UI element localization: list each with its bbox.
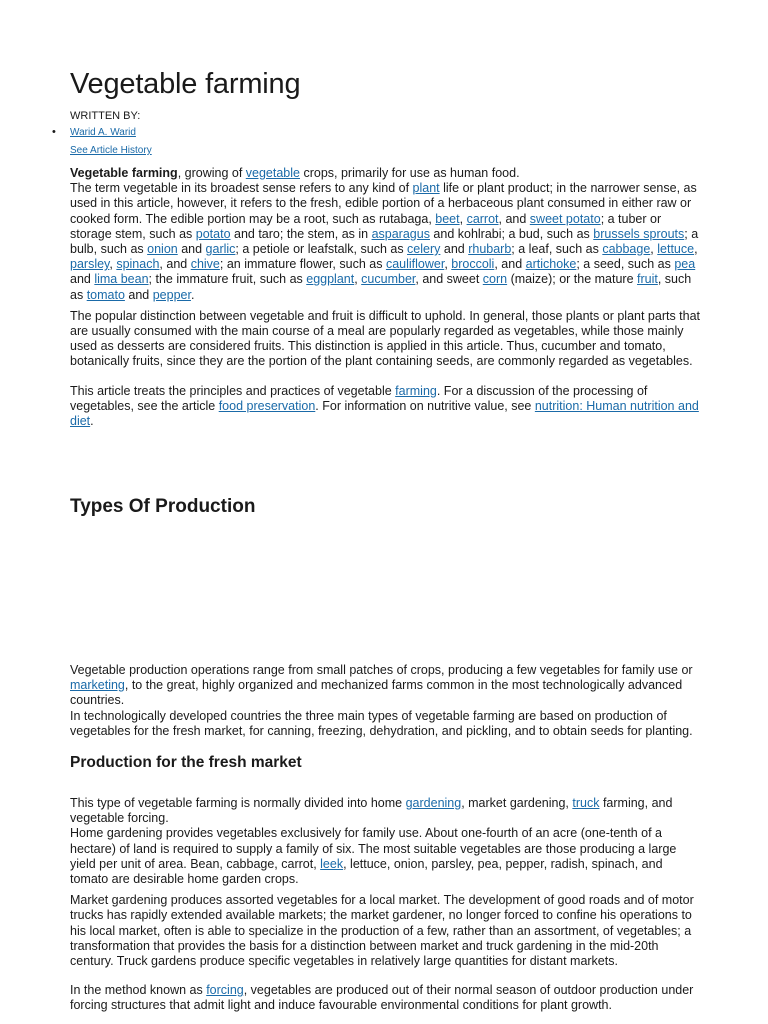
text-run: In technologically developed countries the three main types of vegetable farming are based on production of vegetables for the fresh market, for canning, freezing, dehydration, and pickling, and to obtain seeds for planting. xyxy=(70,708,693,738)
types-paragraph-1 xyxy=(70,663,702,709)
inline-link[interactable]: chive xyxy=(190,257,220,272)
inline-link[interactable]: cucumber xyxy=(361,272,416,287)
inline-link[interactable]: parsley xyxy=(70,257,110,272)
text-run: ; the immature fruit, such as xyxy=(148,272,307,287)
text-run: ; a petiole or leafstalk, such as xyxy=(235,242,408,257)
inline-link[interactable]: cabbage xyxy=(602,242,651,257)
intro-paragraph-3 xyxy=(70,309,702,370)
text-run: crops, primarily for use as human food. xyxy=(300,166,520,180)
inline-link[interactable]: rhubarb xyxy=(468,242,512,257)
inline-link[interactable]: eggplant xyxy=(306,272,355,287)
fresh-paragraph-4 xyxy=(70,983,702,1013)
text-run: . For a discussion of the processing of vegetables, see the article xyxy=(70,383,648,413)
text-run: Market gardening produces assorted vegetables for a local market. The development of good roads and of motor trucks has rapidly extended available markets; the market gardener, no longer forced to confine his operations to his local market, often is able to specialize in the production of a few, rather than an assortment, of vegetables; a transformation that provides the basis for a distinction between market and truck gardening in the mid-20th century. Truck gardens produce specific vegetables in relatively large quantities for distant markets. xyxy=(70,893,694,969)
inline-link[interactable]: garlic xyxy=(205,242,236,257)
inline-link[interactable]: celery xyxy=(407,242,441,257)
author-item xyxy=(70,127,152,138)
text-run: (maize); or the mature xyxy=(507,272,638,287)
inline-link[interactable]: corn xyxy=(482,272,508,287)
intro-section xyxy=(70,166,702,429)
text-run: , and xyxy=(494,257,526,272)
inline-link[interactable]: leek xyxy=(320,856,344,871)
inline-link[interactable]: carrot xyxy=(466,211,499,226)
inline-link[interactable]: lima bean xyxy=(94,272,149,287)
inline-link[interactable]: forcing xyxy=(206,983,244,998)
text-run: and xyxy=(440,242,469,257)
intro-paragraph-2 xyxy=(70,181,702,303)
author-list xyxy=(70,127,152,156)
text-run: ; a tuber or storage stem, such as xyxy=(70,211,662,241)
text-run: , xyxy=(694,242,698,257)
inline-link[interactable]: food preservation xyxy=(218,398,316,413)
text-run: , market gardening, xyxy=(461,796,573,810)
inline-link[interactable]: plant xyxy=(412,181,440,196)
text-run: This article treats the principles and practices of vegetable xyxy=(70,383,396,398)
inline-link[interactable]: tomato xyxy=(86,287,125,302)
intro-paragraph-1 xyxy=(70,166,702,181)
text-run: , such as xyxy=(70,272,692,302)
text-run: , and sweet xyxy=(415,272,483,287)
text-run: , xyxy=(109,257,117,272)
text-run: ; a seed, such as xyxy=(576,257,675,272)
text-run: The term vegetable in its broadest sense refers to any kind of xyxy=(70,181,413,196)
section-heading-fresh-market: Production for the fresh market xyxy=(70,754,302,771)
inline-link[interactable]: lettuce xyxy=(657,242,695,257)
text-run: , xyxy=(650,242,658,257)
inline-link[interactable]: nutrition: Human nutrition and diet xyxy=(70,398,699,429)
text-run: ; an immature flower, such as xyxy=(219,257,386,272)
text-run: life or plant product; in the narrower sense, as used in this article, however, it refers to the fresh, edible portion of a herbaceous plant consumed in either raw or cooked form. The edible portion may be a root, such as rutabaga, xyxy=(70,181,697,226)
text-run: . xyxy=(90,414,94,429)
inline-link[interactable]: farming xyxy=(395,383,437,398)
text-run: , xyxy=(354,272,362,287)
inline-link[interactable]: pea xyxy=(674,257,696,272)
inline-link[interactable]: marketing xyxy=(70,678,125,693)
types-section xyxy=(70,663,702,739)
text-run: , and xyxy=(159,257,191,272)
inline-link[interactable]: cauliflower xyxy=(385,257,445,272)
inline-link[interactable]: spinach xyxy=(116,257,160,272)
text-run: ; a bulb, such as xyxy=(70,226,699,257)
fresh-paragraph-3 xyxy=(70,893,702,969)
inline-link[interactable]: onion xyxy=(147,242,178,257)
inline-link[interactable]: vegetable xyxy=(245,166,300,180)
history-item xyxy=(70,145,152,156)
text-run: and kohlrabi; a bud, such as xyxy=(429,226,594,241)
inline-link[interactable]: broccoli xyxy=(451,257,495,272)
article-history-link[interactable]: See Article History xyxy=(70,145,152,156)
text-run: farming, and vegetable forcing. xyxy=(70,796,673,826)
text-run: , lettuce, onion, parsley, pea, pepper, radish, spinach, and tomato are desirable home garden crops. xyxy=(70,856,663,887)
types-paragraph-2 xyxy=(70,709,702,739)
text-run: , to the great, highly organized and mechanized farms common in the most technologically advanced countries. xyxy=(70,678,683,708)
text-run: Home gardening provides vegetables exclusively for family use. About one-fourth of an acre (one-tenth of a hectare) of land is required to supply a family of six. The most suitable vegetables are those producing a large yield per unit of area. Bean, cabbage, carrot, xyxy=(70,826,677,871)
fresh-paragraph-1 xyxy=(70,796,702,826)
fresh-paragraph-2 xyxy=(70,826,702,887)
section-heading-types: Types Of Production xyxy=(70,496,256,517)
text-run: In the method known as xyxy=(70,983,207,998)
text-run: and xyxy=(124,287,153,302)
text-run: and xyxy=(177,242,206,257)
bold-term: Vegetable farming xyxy=(70,166,178,180)
inline-link[interactable]: gardening xyxy=(405,796,462,810)
text-run: Vegetable production operations range from small patches of crops, producing a few vegetables for family use or xyxy=(70,663,693,677)
text-run: , growing of xyxy=(177,166,246,180)
intro-paragraph-4 xyxy=(70,384,702,430)
text-run: ; a leaf, such as xyxy=(511,242,603,257)
text-run: , vegetables are produced out of their normal season of outdoor production under forcing structures that admit light and induce favourable environmental conditions for plant growth. xyxy=(70,983,694,1013)
inline-link[interactable]: brussels sprouts xyxy=(593,226,685,241)
text-run: , and xyxy=(498,211,530,226)
author-link[interactable]: Warid A. Warid xyxy=(70,127,136,138)
page-title: Vegetable farming xyxy=(70,68,301,100)
fresh-market-section xyxy=(70,796,702,1014)
inline-link[interactable]: fruit xyxy=(637,272,658,287)
text-run: , xyxy=(459,211,467,226)
text-run: . xyxy=(190,287,195,302)
inline-link[interactable]: beet xyxy=(435,211,460,226)
text-run: and taro; the stem, as in xyxy=(230,226,372,241)
inline-link[interactable]: potato xyxy=(195,226,231,241)
inline-link[interactable]: pepper xyxy=(152,287,191,302)
text-run: . For information on nutritive value, see xyxy=(315,398,535,413)
written-by-label: WRITTEN BY: xyxy=(70,110,141,122)
text-run: This type of vegetable farming is normally divided into home xyxy=(70,796,406,810)
inline-link[interactable]: asparagus xyxy=(371,226,430,241)
inline-link[interactable]: sweet potato xyxy=(529,211,601,226)
text-run: The popular distinction between vegetable and fruit is difficult to uphold. In general, those plants or plant parts that are usually consumed with the main course of a meal are popularly regarded as vegetables, while those mainly used as desserts are considered fruits. This distinction is applied in this article. Thus, cucumber and tomato, botanically fruits, since they are the portion of the plant containing seeds, are commonly regarded as vegetables. xyxy=(70,308,701,369)
inline-link[interactable]: truck xyxy=(572,796,600,810)
inline-link[interactable]: artichoke xyxy=(525,257,577,272)
text-run: , xyxy=(444,257,452,272)
text-run: and xyxy=(70,272,95,287)
